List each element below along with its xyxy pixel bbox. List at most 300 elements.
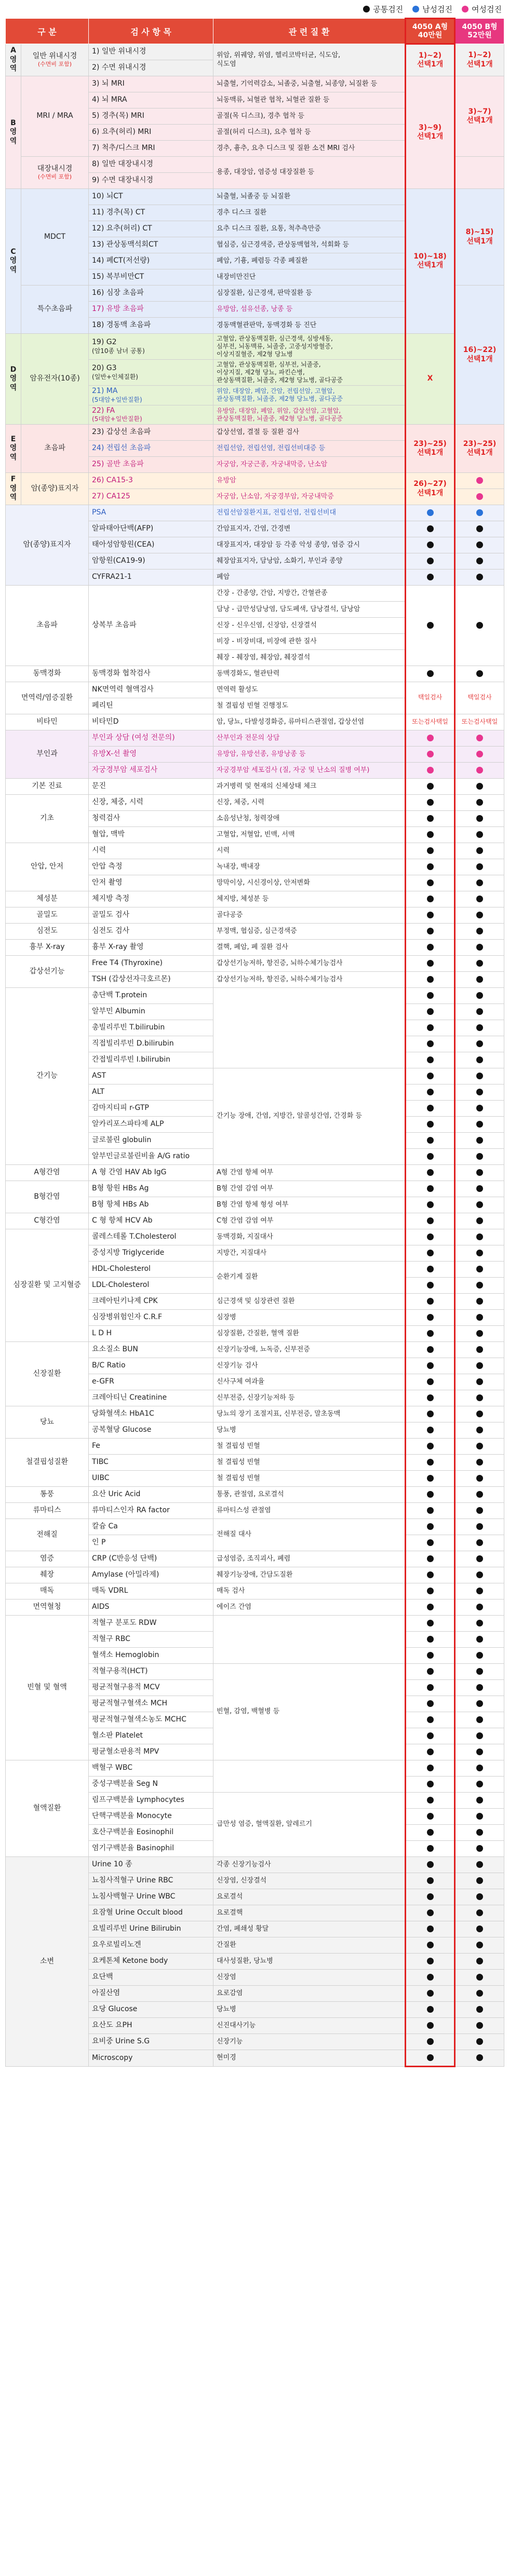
disease-cell: 간암표지자, 간염, 간경변 bbox=[213, 521, 406, 537]
plan-a-mark bbox=[406, 811, 455, 827]
plan-a-mark bbox=[406, 875, 455, 891]
item-cell: ALT bbox=[89, 1084, 213, 1101]
table-row bbox=[6, 1165, 504, 1181]
plan-a-note-text: 택일검사 bbox=[418, 694, 443, 701]
plan-a-mark bbox=[406, 1921, 455, 1937]
plan-a-mark bbox=[406, 537, 455, 553]
plan-a-mark bbox=[406, 1583, 455, 1599]
plan-a-mark bbox=[406, 1052, 455, 1068]
item-cell: 매독 VDRL bbox=[89, 1583, 213, 1599]
section-label: B 영역 bbox=[6, 76, 21, 189]
plan-b-mark bbox=[455, 1326, 504, 1342]
table-header bbox=[6, 19, 504, 44]
plan-b-mark bbox=[455, 1310, 504, 1326]
item-cell: 3) 뇌 MRI bbox=[89, 76, 213, 92]
item-cell: Microscopy bbox=[89, 2050, 213, 2067]
black-dot-icon bbox=[427, 1571, 434, 1578]
plan-b-mark bbox=[455, 1535, 504, 1551]
table-body bbox=[6, 44, 504, 2067]
plan-b-mark bbox=[455, 1632, 504, 1648]
black-dot-icon bbox=[476, 1169, 483, 1176]
black-dot-icon bbox=[476, 783, 483, 790]
plan-a-mark bbox=[406, 570, 455, 586]
disease-cell: 전립선암질환지표, 전립선염, 전립선비대 bbox=[213, 505, 406, 521]
item-cell: 요당 Glucose bbox=[89, 2002, 213, 2018]
black-dot-icon bbox=[476, 847, 483, 854]
plan-a-mark bbox=[406, 1809, 455, 1825]
plan-a-mark bbox=[406, 1648, 455, 1664]
black-dot-icon bbox=[427, 1748, 434, 1755]
disease-cell: 갑상선기능저하, 항진증, 뇌하수체기능검사 bbox=[213, 972, 406, 988]
black-dot-icon bbox=[476, 1217, 483, 1224]
black-dot-icon bbox=[476, 976, 483, 983]
plan-b-mark bbox=[455, 1793, 504, 1809]
item-cell: CRP (C반응성 단백) bbox=[89, 1551, 213, 1567]
item-cell: TSH (갑상선자극호르몬) bbox=[89, 972, 213, 988]
disease-cell: 뇌출혈, 뇌졸중 등 뇌질환 bbox=[213, 189, 406, 205]
plan-b-mark bbox=[455, 1278, 504, 1294]
disease-line: 심부전, 뇌동맥류, 뇌졸중, 고중성지방혈증, bbox=[217, 343, 333, 350]
plan-b-mark bbox=[455, 1439, 504, 1455]
category-cell: 특수초음파 bbox=[21, 286, 89, 334]
black-dot-icon bbox=[427, 1861, 434, 1868]
disease-cell: 부정맥, 협심증, 심근경색증 bbox=[213, 924, 406, 940]
plan-b-mark bbox=[455, 1954, 504, 1970]
disease-cell: 폐암, 기흉, 폐렴등 각종 폐질환 bbox=[213, 253, 406, 269]
plan-a-mark bbox=[406, 1970, 455, 1986]
black-dot-icon bbox=[476, 896, 483, 902]
black-dot-icon bbox=[427, 1732, 434, 1739]
plan-b-mark bbox=[455, 505, 504, 521]
plan-a-mark bbox=[406, 1599, 455, 1616]
black-dot-icon bbox=[476, 863, 483, 870]
plan-b-mark bbox=[455, 1889, 504, 1905]
black-dot-icon bbox=[427, 1250, 434, 1256]
item-cell: e-GFR bbox=[89, 1374, 213, 1390]
item-cell: 안압 측정 bbox=[89, 859, 213, 875]
plan-a-mark bbox=[406, 1390, 455, 1406]
plan-a-mark bbox=[406, 1004, 455, 1020]
black-dot-icon bbox=[476, 1153, 483, 1160]
plan-b-mark bbox=[455, 875, 504, 891]
item-cell: 16) 심장 초음파 bbox=[89, 286, 213, 302]
item-cell: CYFRA21-1 bbox=[89, 570, 213, 586]
item-text: 22) FA bbox=[92, 406, 115, 415]
item-cell: 크레아틴키나제 CPK bbox=[89, 1294, 213, 1310]
black-dot-icon bbox=[427, 622, 434, 629]
item-cell: 27) CA125 bbox=[89, 489, 213, 505]
black-dot-icon bbox=[476, 1620, 483, 1626]
plan-a-mark bbox=[406, 1278, 455, 1294]
black-dot-icon bbox=[476, 1024, 483, 1031]
item-cell: 5) 경추(목) MRI bbox=[89, 109, 213, 125]
disease-cell: 대사성질환, 당뇨병 bbox=[213, 1954, 406, 1970]
header-plan-a: 4050 A형 40만원 bbox=[406, 19, 455, 44]
item-cell: 평균적혈구용적 MCV bbox=[89, 1680, 213, 1696]
black-dot-icon bbox=[476, 1282, 483, 1289]
disease-cell: 신사구체 여과율 bbox=[213, 1374, 406, 1390]
plan-a-note-text: 또는검사택일 bbox=[412, 717, 448, 725]
item-cell: 1) 일반 위내시경 bbox=[89, 44, 213, 60]
black-dot-icon bbox=[427, 912, 434, 918]
disease-cell: 뇌출혈, 기억력감소, 뇌졸중, 뇌출혈, 뇌종양, 뇌질환 등 bbox=[213, 76, 406, 92]
item-cell: 크레아티닌 Creatinine bbox=[89, 1390, 213, 1406]
plan-b-mark bbox=[455, 1664, 504, 1680]
pink-dot-icon bbox=[476, 477, 483, 484]
item-cell: 알파태아단백(AFP) bbox=[89, 521, 213, 537]
black-dot-icon bbox=[427, 1040, 434, 1047]
item-text: 20) G3 bbox=[92, 364, 117, 373]
black-dot-icon bbox=[476, 1201, 483, 1208]
item-cell: 중성구백분율 Seg N bbox=[89, 1777, 213, 1793]
plan-b-mark bbox=[455, 570, 504, 586]
item-cell: 2) 수면 위내시경 bbox=[89, 60, 213, 76]
item-cell: 암항원(CA19-9) bbox=[89, 553, 213, 570]
disease-cell: 전립선암, 전립선염, 전립선비대증 등 bbox=[213, 441, 406, 457]
item-cell: 감마지티피 r-GTP bbox=[89, 1101, 213, 1117]
blue-dot-icon bbox=[427, 509, 434, 516]
plan-b-mark bbox=[455, 1680, 504, 1696]
black-dot-icon bbox=[427, 799, 434, 806]
black-dot-icon bbox=[476, 574, 483, 580]
black-dot-icon bbox=[427, 1217, 434, 1224]
black-dot-icon bbox=[476, 1604, 483, 1610]
plan-b-empty bbox=[455, 157, 504, 189]
black-dot-icon bbox=[427, 1362, 434, 1369]
category-cell: MRI / MRA bbox=[21, 76, 89, 157]
disease-cell bbox=[213, 334, 406, 360]
black-dot-icon bbox=[427, 1652, 434, 1659]
disease-line: 관상동맥질환, 뇌졸중, 제2형 당뇨병, 골다공증 bbox=[217, 376, 343, 384]
plan-a-mark bbox=[406, 1213, 455, 1229]
black-dot-icon bbox=[427, 1185, 434, 1192]
disease-cell: 소음성난청, 청력장애 bbox=[213, 811, 406, 827]
item-cell: 요단백 bbox=[89, 1970, 213, 1986]
plan-b-mark bbox=[455, 1262, 504, 1278]
black-dot-icon bbox=[476, 799, 483, 806]
disease-cell: 고혈압, 저혈압, 빈맥, 서맥 bbox=[213, 827, 406, 843]
plan-b-mark bbox=[455, 940, 504, 956]
table-row bbox=[6, 334, 504, 360]
black-dot-icon bbox=[427, 1909, 434, 1916]
item-cell: 7) 척추/디스크 MRI bbox=[89, 141, 213, 157]
black-dot-icon bbox=[427, 1233, 434, 1240]
disease-cell: 철 결핍성 빈혈 진행정도 bbox=[213, 698, 406, 714]
plan-a-mark bbox=[406, 2002, 455, 2018]
black-dot-icon bbox=[427, 1636, 434, 1643]
black-dot-icon bbox=[427, 783, 434, 790]
plan-b-mark bbox=[455, 924, 504, 940]
plan-b-mark bbox=[455, 1986, 504, 2002]
category-cell: 암(종양)표지자 bbox=[6, 505, 89, 586]
plan-b-mark bbox=[455, 1744, 504, 1760]
black-dot-icon bbox=[427, 1700, 434, 1707]
plan-b-mark bbox=[455, 956, 504, 972]
plan-b-mark bbox=[455, 1503, 504, 1519]
item-cell: 8) 일반 대장내시경 bbox=[89, 157, 213, 173]
table-row bbox=[6, 1487, 504, 1503]
black-dot-icon bbox=[476, 1845, 483, 1852]
black-dot-icon bbox=[476, 1394, 483, 1401]
plan-a-mark bbox=[406, 586, 455, 666]
item-cell: 골밀도 검사 bbox=[89, 907, 213, 924]
category-cell: 철결핍성질환 bbox=[6, 1439, 89, 1487]
plan-b-mark bbox=[455, 1133, 504, 1149]
plan-b-mark bbox=[455, 1567, 504, 1583]
plan-b-mark bbox=[455, 811, 504, 827]
blue-dot-icon bbox=[412, 6, 419, 12]
plan-b-mark bbox=[455, 1101, 504, 1117]
plan-b-mark bbox=[455, 730, 504, 747]
plan-b-mark bbox=[455, 1052, 504, 1068]
section-label: E 영역 bbox=[6, 425, 21, 473]
disease-cell: 간기능 장애, 간염, 지방간, 알콜성간염, 간경화 등 bbox=[213, 1068, 406, 1165]
disease-line: 고혈압, 관상동맥질환, 심근경색, 심방세동, bbox=[217, 335, 333, 342]
item-cell: 적혈구 RBC bbox=[89, 1632, 213, 1648]
category-cell: 심장질환 및 고지혈증 bbox=[6, 1229, 89, 1342]
disease-cell: 철 결핍성 빈혈 bbox=[213, 1439, 406, 1455]
disease-cell: 대장표지자, 대장암 등 각종 악성 종양, 염증 감시 bbox=[213, 537, 406, 553]
category-cell: 암유전자(10종) bbox=[21, 334, 89, 425]
plan-b-mark bbox=[455, 907, 504, 924]
item-cell: 24) 전립선 초음파 bbox=[89, 441, 213, 457]
item-cell: 단핵구백분율 Monocyte bbox=[89, 1809, 213, 1825]
plan-a-note bbox=[406, 682, 455, 714]
plan-b-mark bbox=[455, 1728, 504, 1744]
item-cell: 26) CA15-3 bbox=[89, 473, 213, 489]
item-cell: 6) 요추(허리) MRI bbox=[89, 125, 213, 141]
disease-cell: 통풍, 관절염, 요로결석 bbox=[213, 1487, 406, 1503]
disease-cell: 신장, 체중, 시력 bbox=[213, 795, 406, 811]
item-cell: 청력검사 bbox=[89, 811, 213, 827]
plan-b-mark bbox=[455, 1390, 504, 1406]
disease-cell: 녹내장, 백내장 bbox=[213, 859, 406, 875]
item-cell: 림프구백분율 Lymphocytes bbox=[89, 1793, 213, 1809]
table-row bbox=[6, 1229, 504, 1245]
plan-b-mark bbox=[455, 1487, 504, 1503]
black-dot-icon bbox=[427, 2054, 434, 2061]
section-label: F 영역 bbox=[6, 473, 21, 505]
item-cell: 혈색소 Hemoglobin bbox=[89, 1648, 213, 1664]
black-dot-icon bbox=[427, 863, 434, 870]
plan-b-mark bbox=[455, 779, 504, 795]
item-cell: NK면역력 혈액검사 bbox=[89, 682, 213, 698]
black-dot-icon bbox=[427, 1378, 434, 1385]
blue-dot-icon bbox=[476, 509, 483, 516]
black-dot-icon bbox=[363, 6, 370, 12]
plan-a-mark bbox=[406, 1487, 455, 1503]
disease-cell: 신장 - 신우신염, 신장암, 신장결석 bbox=[213, 618, 406, 634]
table-row bbox=[6, 1857, 504, 1873]
plan-a-mark bbox=[406, 1068, 455, 1084]
plan-a-mark bbox=[406, 1406, 455, 1422]
plan-b-mark bbox=[455, 1374, 504, 1390]
black-dot-icon bbox=[476, 944, 483, 951]
plan-a-mark bbox=[406, 1680, 455, 1696]
disease-cell: 동맥경화, 지질대사 bbox=[213, 1229, 406, 1245]
plan-a-mark bbox=[406, 2034, 455, 2050]
item-cell: 문진 bbox=[89, 779, 213, 795]
black-dot-icon bbox=[427, 960, 434, 967]
plan-a-mark bbox=[406, 2018, 455, 2034]
disease-cell: 경동맥혈관판막, 동맥경화 등 진단 bbox=[213, 318, 406, 334]
black-dot-icon bbox=[427, 1459, 434, 1466]
plan-a-mark bbox=[406, 956, 455, 972]
plan-b-note-text: 택일검사 bbox=[467, 694, 492, 701]
table-row bbox=[6, 1342, 504, 1358]
item-cell: Fe bbox=[89, 1439, 213, 1455]
disease-cell: 내장비만진단 bbox=[213, 269, 406, 286]
plan-a-mark bbox=[406, 972, 455, 988]
plan-b-mark bbox=[455, 521, 504, 537]
black-dot-icon bbox=[476, 2022, 483, 2029]
black-dot-icon bbox=[427, 1620, 434, 1626]
category-cell: 혈액질환 bbox=[6, 1760, 89, 1857]
disease-cell: 당뇨병 bbox=[213, 2002, 406, 2018]
black-dot-icon bbox=[476, 1314, 483, 1321]
black-dot-icon bbox=[427, 1716, 434, 1723]
plan-a-mark bbox=[406, 1712, 455, 1728]
plan-b-mark bbox=[455, 1422, 504, 1439]
black-dot-icon bbox=[427, 1539, 434, 1546]
category-cell: 초음파 bbox=[21, 425, 89, 473]
pink-dot-icon bbox=[476, 735, 483, 741]
item-cell: 체지방 측정 bbox=[89, 891, 213, 907]
plan-b-mark bbox=[455, 1294, 504, 1310]
black-dot-icon bbox=[476, 1909, 483, 1916]
plan-a-mark bbox=[406, 779, 455, 795]
pink-dot-icon bbox=[462, 6, 468, 12]
black-dot-icon bbox=[427, 1475, 434, 1482]
disease-cell bbox=[213, 1616, 406, 1664]
black-dot-icon bbox=[427, 1105, 434, 1111]
disease-line: 이상지질혈증, 제2형 당뇨병 bbox=[217, 350, 293, 358]
header-category: 구 분 bbox=[6, 19, 89, 44]
black-dot-icon bbox=[476, 558, 483, 564]
header-diseases: 관 련 질 환 bbox=[213, 19, 406, 44]
section-label: A 영역 bbox=[6, 44, 21, 76]
plan-b-select-2: 16)~22) 선택1개 bbox=[455, 286, 504, 425]
black-dot-icon bbox=[427, 1056, 434, 1063]
black-dot-icon bbox=[427, 1089, 434, 1095]
black-dot-icon bbox=[427, 1974, 434, 1981]
black-dot-icon bbox=[427, 879, 434, 886]
plan-a-mark bbox=[406, 1616, 455, 1632]
black-dot-icon bbox=[476, 1507, 483, 1514]
black-dot-icon bbox=[476, 1008, 483, 1015]
category-cell: 매독 bbox=[6, 1583, 89, 1599]
plan-a-mark bbox=[406, 1326, 455, 1342]
black-dot-icon bbox=[476, 1443, 483, 1449]
plan-b-mark bbox=[455, 827, 504, 843]
item-cell: 공복혈당 Glucose bbox=[89, 1422, 213, 1439]
item-cell: 요비중 Urine S.G bbox=[89, 2034, 213, 2050]
category-cell: 면역력/염증질환 bbox=[6, 682, 89, 714]
black-dot-icon bbox=[427, 1668, 434, 1675]
black-dot-icon bbox=[427, 1990, 434, 1997]
black-dot-icon bbox=[427, 574, 434, 580]
black-dot-icon bbox=[427, 1507, 434, 1514]
black-dot-icon bbox=[427, 1829, 434, 1836]
plan-a-mark bbox=[406, 859, 455, 875]
disease-cell: 자궁경부암 세포검사 (질, 자궁 및 난소의 질병 여부) bbox=[213, 763, 406, 779]
disease-line: 식도염 bbox=[217, 60, 236, 68]
plan-a-select: 3)~9) 선택1개 bbox=[406, 76, 455, 189]
black-dot-icon bbox=[476, 1877, 483, 1884]
item-cell: 9) 수면 대장내시경 bbox=[89, 173, 213, 189]
table-row bbox=[6, 1599, 504, 1616]
disease-cell: 신장염, 신장결석 bbox=[213, 1873, 406, 1889]
plan-a-select: 10)~18) 선택1개 bbox=[406, 189, 455, 334]
disease-line: 위암, 대장암, 폐암, 간암, 전립선암, 고혈압, bbox=[217, 387, 335, 395]
disease-cell: 현미경 bbox=[213, 2050, 406, 2067]
disease-cell: 면역력 활성도 bbox=[213, 682, 406, 698]
plan-b-mark bbox=[455, 747, 504, 763]
black-dot-icon bbox=[427, 670, 434, 677]
black-dot-icon bbox=[476, 1475, 483, 1482]
disease-cell: 류마티스성 관절염 bbox=[213, 1503, 406, 1519]
table-row bbox=[6, 795, 504, 811]
table-row bbox=[6, 505, 504, 521]
table-row bbox=[6, 924, 504, 940]
disease-cell: 당뇨병 bbox=[213, 1422, 406, 1439]
table-row bbox=[6, 1406, 504, 1422]
table-row bbox=[6, 1503, 504, 1519]
black-dot-icon bbox=[427, 1765, 434, 1771]
disease-cell: 골절(허리 디스크), 요추 협착 등 bbox=[213, 125, 406, 141]
plan-b-mark bbox=[455, 1857, 504, 1873]
pink-dot-icon bbox=[427, 767, 434, 774]
item-cell: B형 항원 HBs Ag bbox=[89, 1181, 213, 1197]
plan-b-mark bbox=[455, 1616, 504, 1632]
plan-a-mark bbox=[406, 1954, 455, 1970]
black-dot-icon bbox=[427, 815, 434, 822]
disease-cell: A형 간염 항체 여부 bbox=[213, 1165, 406, 1181]
black-dot-icon bbox=[476, 1748, 483, 1755]
black-dot-icon bbox=[427, 1942, 434, 1948]
plan-b-mark bbox=[455, 1519, 504, 1535]
category-cell: 동맥경화 bbox=[6, 666, 89, 682]
legend bbox=[0, 0, 509, 18]
item-cell: 염기구백분율 Basinophil bbox=[89, 1841, 213, 1857]
black-dot-icon bbox=[427, 2038, 434, 2045]
disease-cell: C형 간염 감염 여부 bbox=[213, 1213, 406, 1229]
item-cell: 10) 뇌CT bbox=[89, 189, 213, 205]
black-dot-icon bbox=[476, 1571, 483, 1578]
black-dot-icon bbox=[476, 1427, 483, 1433]
black-dot-icon bbox=[476, 2054, 483, 2061]
item-cell: 요케톤체 Ketone body bbox=[89, 1954, 213, 1970]
disease-line: 위암, 위궤양, 위염, 헬리코박터균, 식도암, bbox=[217, 51, 341, 60]
plan-b-mark bbox=[455, 1068, 504, 1084]
plan-a-mark bbox=[406, 795, 455, 811]
plan-b-mark bbox=[455, 1809, 504, 1825]
black-dot-icon bbox=[476, 1089, 483, 1095]
plan-a-mark bbox=[406, 505, 455, 521]
plan-b-mark bbox=[455, 1181, 504, 1197]
item-cell: 간접빌리루빈 I.bilirubin bbox=[89, 1052, 213, 1068]
black-dot-icon bbox=[427, 541, 434, 548]
disease-cell: 철 결핍성 빈혈 bbox=[213, 1455, 406, 1471]
disease-cell: 심장질환, 심근경색, 판막질환 등 bbox=[213, 286, 406, 302]
plan-b-mark bbox=[455, 1229, 504, 1245]
black-dot-icon bbox=[476, 1040, 483, 1047]
item-cell: Amylase (아밀라제) bbox=[89, 1567, 213, 1583]
item-cell: 신장, 체중, 시력 bbox=[89, 795, 213, 811]
plan-b-mark bbox=[455, 1777, 504, 1793]
item-cell: 요소질소 BUN bbox=[89, 1342, 213, 1358]
item-cell: 알부민 Albumin bbox=[89, 1004, 213, 1020]
